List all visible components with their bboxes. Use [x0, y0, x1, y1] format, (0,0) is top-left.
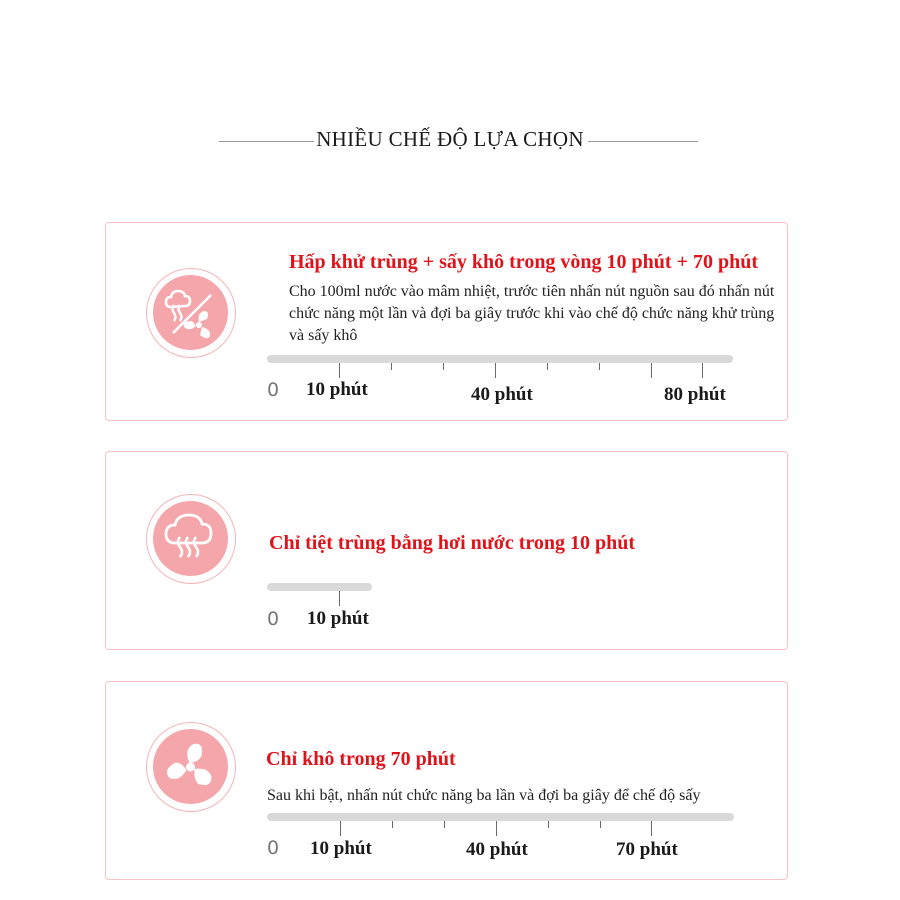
mode-title: Chỉ khô trong 70 phút [266, 748, 456, 770]
icon-ring [146, 494, 236, 584]
icon-ring [146, 268, 236, 358]
timeline-label: 40 phút [466, 839, 528, 860]
mode-description: Cho 100ml nước vào mâm nhiệt, trước tiên nhấn nút nguồn sau đó nhấn nút chức năng một lần và đợi ba giây trước khi vào chế độ chức năng khử trùng và sấy khô [289, 283, 775, 344]
timeline-track [267, 813, 734, 821]
timeline-tick [443, 363, 444, 370]
timeline-tick [340, 821, 341, 836]
timeline-tick [391, 363, 392, 370]
mode-card-steam-only [105, 451, 788, 650]
timeline-tick [495, 363, 496, 378]
timeline-tick [599, 363, 600, 370]
timeline-tick [702, 363, 703, 378]
timeline-tick [339, 363, 340, 378]
section-heading [0, 127, 900, 152]
timeline-tick [496, 821, 497, 836]
timeline-tick [339, 591, 340, 606]
timeline-label: 80 phút [664, 384, 726, 405]
timeline-track [267, 583, 372, 591]
timeline-track [267, 355, 733, 363]
timeline-tick [651, 363, 652, 378]
timeline-label: 70 phút [616, 839, 678, 860]
mode-card-dry-only [105, 681, 788, 880]
mode-description: Sau khi bật, nhấn nút chức năng ba lần và đợi ba giây để chế độ sấy [267, 787, 701, 804]
timeline-zero-label: 0 [267, 608, 280, 630]
timeline-tick [651, 821, 652, 836]
timeline-tick [392, 821, 393, 828]
timeline-zero-label: 0 [267, 837, 280, 859]
icon-ring [146, 722, 236, 812]
mode-title: Hấp khử trùng + sấy khô trong vòng 10 phút + 70 phút [289, 251, 759, 273]
mode-card-sterilize-dry [105, 222, 788, 421]
timeline-label: 10 phút [307, 608, 369, 629]
timeline-tick [547, 363, 548, 370]
section-heading-text: NHIỀU CHẾ ĐỘ LỰA CHỌN [316, 127, 584, 151]
timeline-label: 10 phút [310, 838, 372, 859]
timeline-zero-label: 0 [267, 379, 280, 401]
timeline-tick [444, 821, 445, 828]
timeline-label: 40 phút [471, 384, 533, 405]
timeline-tick [548, 821, 549, 828]
steam-cloud-icon [153, 501, 228, 576]
timeline-tick [600, 821, 601, 828]
mode-title: Chỉ tiệt trùng bằng hơi nước trong 10 phút [269, 532, 636, 554]
timeline-label: 10 phút [306, 379, 368, 400]
fan-icon [153, 729, 228, 804]
steam-fan-icon [153, 275, 228, 350]
